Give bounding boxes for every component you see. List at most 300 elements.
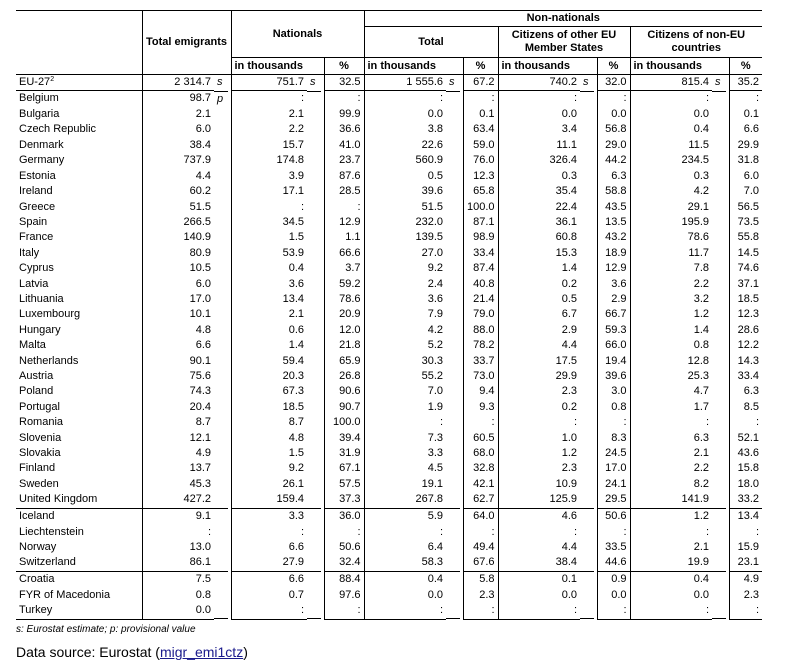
flag-cell [712,555,726,570]
nn-cell: 1 555.6 [364,74,446,90]
flag-cell [712,369,726,384]
total-cell: 45.3 [142,477,214,492]
flag-cell [580,261,594,276]
flag-cell [307,508,321,524]
nn-pct-cell: 9.4 [463,384,498,399]
table-row [16,307,762,322]
total-cell: 6.0 [142,122,214,137]
neu-pct-cell: 37.1 [729,277,762,292]
country-name: Sweden [19,477,59,490]
neu-pct-cell: : [729,525,762,540]
nat-cell: 20.3 [231,369,307,384]
flag-cell [580,384,594,399]
flag-cell [307,292,321,307]
neu-pct-cell: 55.8 [729,230,762,245]
flag-cell [712,338,726,353]
table-row [16,292,762,307]
nat-pct-cell: 37.3 [324,492,364,508]
country-name: Cyprus [19,262,54,275]
country-cell [16,540,142,555]
country-cell [16,477,142,492]
flag-cell [712,446,726,461]
country-name: Liechtenstein [19,525,84,538]
eu-cell: 326.4 [498,153,580,168]
flag-cell [307,525,321,540]
eu-pct-cell: 12.9 [597,261,630,276]
eu-pct-cell: 43.2 [597,230,630,245]
eu-pct-cell: 58.8 [597,184,630,199]
nat-cell: 0.4 [231,261,307,276]
country-cell [16,74,142,90]
nn-pct-cell: : [463,603,498,619]
nn-cell: 9.2 [364,261,446,276]
table-row [16,555,762,571]
nn-pct-cell: 5.8 [463,571,498,587]
country-cell [16,323,142,338]
flag-cell [446,571,460,587]
nn-pct-cell: : [463,415,498,430]
flag-cell [214,261,228,276]
nat-pct-cell: 36.0 [324,508,364,524]
flag-cell [214,122,228,137]
flag-cell [307,354,321,369]
flag-cell [580,122,594,137]
neu-cell: 12.8 [630,354,712,369]
nat-pct-cell: 41.0 [324,138,364,153]
flag-cell [580,555,594,570]
flag-cell [307,138,321,153]
nn-pct-cell: 12.3 [463,169,498,184]
neu-cell: 25.3 [630,369,712,384]
total-cell: 737.9 [142,153,214,168]
neu-cell: 19.9 [630,555,712,571]
nat-cell: 27.9 [231,555,307,571]
footnote-ref: 2 [50,75,55,83]
eu-pct-cell: 50.6 [597,508,630,524]
flag-cell [712,230,726,245]
nat-cell: 6.6 [231,571,307,587]
flag-cell [712,307,726,322]
neu-cell: 7.8 [630,261,712,276]
eu-pct-cell: 0.9 [597,571,630,587]
nn-cell: 560.9 [364,153,446,168]
flag-cell [446,184,460,199]
flag-cell [307,215,321,230]
country-cell [16,400,142,415]
nat-cell: 751.7 [231,74,307,90]
nat-cell: 1.5 [231,230,307,245]
neu-cell: 0.3 [630,169,712,184]
eu-cell: 4.4 [498,540,580,555]
flag-cell [712,215,726,230]
eu-pct-cell: 39.6 [597,369,630,384]
emigrants-table [16,10,762,620]
nat-cell: 34.5 [231,215,307,230]
eu-pct-cell: 56.8 [597,122,630,137]
flag-cell [712,384,726,399]
neu-pct-cell: 12.3 [729,307,762,322]
flag-cell [712,107,726,122]
flag-cell: s [583,75,589,88]
flag-cell [446,292,460,307]
total-cell: 266.5 [142,215,214,230]
flag-cell [307,555,321,570]
nn-cell: 6.4 [364,540,446,555]
neu-pct-cell: 14.3 [729,354,762,369]
total-cell: 38.4 [142,138,214,153]
flag-cell [214,153,228,168]
table-row [16,277,762,292]
nat-pct-cell: 32.4 [324,555,364,571]
flag-cell [214,354,228,369]
flag-cell [446,153,460,168]
country-name: Italy [19,246,40,259]
flag-cell [307,307,321,322]
nn-pct-cell: 42.1 [463,477,498,492]
eu-cell: 740.2 [498,74,580,90]
nn-cell: 0.5 [364,169,446,184]
flag-cell [446,477,460,492]
neu-cell: 0.4 [630,122,712,137]
neu-pct-cell: 31.8 [729,153,762,168]
total-cell: 98.7 [142,91,214,107]
table-row [16,384,762,399]
eu-cell: 0.1 [498,571,580,587]
flag-cell [712,492,726,507]
neu-cell: 1.2 [630,508,712,524]
eu-cell: 0.0 [498,588,580,603]
nn-pct-cell: 87.1 [463,215,498,230]
eu-pct-cell: 6.3 [597,169,630,184]
flag-cell [580,200,594,215]
eu-pct-cell: 18.9 [597,246,630,261]
neu-cell: 4.7 [630,384,712,399]
nat-cell: 53.9 [231,246,307,261]
subheader-neu-percent: % [729,58,762,74]
flag-cell [214,477,228,492]
flag-cell [214,400,228,415]
neu-pct-cell: : [729,415,762,430]
eu-cell: 125.9 [498,492,580,508]
table-row [16,184,762,199]
flag-cell [446,246,460,261]
flag-cell [307,153,321,168]
nat-pct-cell: 59.2 [324,277,364,292]
nn-pct-cell: 33.7 [463,354,498,369]
eu-pct-cell: 44.2 [597,153,630,168]
neu-pct-cell: 18.5 [729,292,762,307]
country-name: Turkey [19,604,53,617]
neu-cell: 0.4 [630,571,712,587]
country-name: Luxembourg [19,308,81,321]
flag-cell [580,369,594,384]
table-row [16,122,762,137]
eu-cell: 0.5 [498,292,580,307]
flag-cell [580,492,594,507]
nat-cell: 6.6 [231,540,307,555]
nat-pct-cell: 3.7 [324,261,364,276]
flag-cell [446,277,460,292]
nn-pct-cell: 62.7 [463,492,498,508]
nn-cell: 22.6 [364,138,446,153]
flag-cell [446,384,460,399]
flag-cell [307,91,321,107]
country-cell [16,446,142,461]
neu-pct-cell: 12.2 [729,338,762,353]
neu-cell: : [630,603,712,619]
total-cell: 51.5 [142,200,214,215]
country-name: Ireland [19,185,53,198]
subheader-nn-thousands: in thousands [364,58,463,74]
subheader-neu-thousands: in thousands [630,58,729,74]
nn-pct-cell: 0.1 [463,107,498,122]
nn-pct-cell: 68.0 [463,446,498,461]
header-nationals: Nationals [231,11,364,58]
flag-cell [712,525,726,540]
flag-cell [446,122,460,137]
source-suffix: ) [243,643,248,660]
neu-pct-cell: 0.1 [729,107,762,122]
country-cell [16,122,142,137]
eu-cell: 3.4 [498,122,580,137]
flag-cell [580,571,594,587]
nat-pct-cell: 88.4 [324,571,364,587]
country-name: Netherlands [19,354,79,367]
country-cell [16,215,142,230]
flag-cell [580,603,594,619]
country-name: Lithuania [19,292,64,305]
neu-cell: 2.1 [630,446,712,461]
footnote: s: Eurostat estimate; p: provisional value [16,623,196,635]
subheader-nat-thousands: in thousands [231,58,324,74]
table-row [16,138,762,153]
nn-pct-cell: 49.4 [463,540,498,555]
neu-cell: 195.9 [630,215,712,230]
subheader-eu-percent: % [597,58,630,74]
flag-cell [307,603,321,619]
neu-cell: 8.2 [630,477,712,492]
flag-cell [214,603,228,619]
nn-pct-cell: 78.2 [463,338,498,353]
flag-cell [712,603,726,619]
nn-cell: 4.2 [364,323,446,338]
header-non-nationals: Non-nationals [364,11,762,27]
neu-cell: 0.8 [630,338,712,353]
nat-pct-cell: 87.6 [324,169,364,184]
flag-cell [214,200,228,215]
flag-cell [712,588,726,603]
flag-cell: s [310,75,316,88]
flag-cell [712,354,726,369]
flag-cell [446,107,460,122]
nn-cell: 4.5 [364,461,446,476]
country-cell [16,603,142,619]
eu-pct-cell: 44.6 [597,555,630,571]
country-name: EU-27 [19,75,51,88]
eu-pct-cell: 59.3 [597,323,630,338]
neu-cell: 11.7 [630,246,712,261]
flag-cell [214,246,228,261]
neu-pct-cell: 52.1 [729,431,762,446]
nat-pct-cell: 39.4 [324,431,364,446]
table-row [16,200,762,215]
nat-pct-cell: 20.9 [324,307,364,322]
eu-cell: 2.3 [498,384,580,399]
nn-pct-cell: 87.4 [463,261,498,276]
nat-cell: 1.5 [231,446,307,461]
table-row [16,603,762,619]
country-cell [16,107,142,122]
eu-pct-cell: 43.5 [597,200,630,215]
flag-cell [214,107,228,122]
country-cell [16,91,142,107]
eu-cell: : [498,525,580,540]
total-cell: 12.1 [142,431,214,446]
flag-cell [446,400,460,415]
nn-cell: 7.9 [364,307,446,322]
table-row [16,508,762,524]
country-cell [16,415,142,430]
neu-pct-cell: 2.3 [729,588,762,603]
flag-cell [307,323,321,338]
flag-cell: s [217,75,223,88]
country-cell [16,138,142,153]
table-row [16,477,762,492]
neu-cell: 3.2 [630,292,712,307]
nn-pct-cell: 88.0 [463,323,498,338]
country-cell [16,338,142,353]
nat-cell: 26.1 [231,477,307,492]
eu-cell: 10.9 [498,477,580,492]
total-cell: 7.5 [142,571,214,587]
flag-cell [446,91,460,107]
flag-cell [580,184,594,199]
flag-cell [307,184,321,199]
total-cell: 10.1 [142,307,214,322]
eu-cell: 6.7 [498,307,580,322]
flag-cell [712,184,726,199]
nn-cell: 3.8 [364,122,446,137]
nat-pct-cell: 78.6 [324,292,364,307]
total-cell: 75.6 [142,369,214,384]
flag-cell [307,277,321,292]
country-name: Slovenia [19,431,62,444]
total-cell: 6.0 [142,277,214,292]
flag-cell [446,215,460,230]
country-name: Poland [19,385,54,398]
country-cell [16,261,142,276]
nat-cell: 0.6 [231,323,307,338]
total-cell: 4.4 [142,169,214,184]
nat-cell: 67.3 [231,384,307,399]
eu-cell: 0.3 [498,169,580,184]
nat-cell: 174.8 [231,153,307,168]
neu-cell: 234.5 [630,153,712,168]
eu-pct-cell: 3.6 [597,277,630,292]
nat-cell: : [231,603,307,619]
flag-cell [580,525,594,540]
total-cell: 427.2 [142,492,214,508]
flag-cell [214,525,228,540]
country-cell [16,307,142,322]
flag-cell [446,540,460,555]
flag-cell [580,215,594,230]
flag-cell [580,461,594,476]
flag-cell [307,431,321,446]
flag-cell [307,540,321,555]
flag-cell: s [449,75,455,88]
total-cell: 10.5 [142,261,214,276]
country-name: Norway [19,540,57,553]
nn-cell: 7.0 [364,384,446,399]
total-cell: 74.3 [142,384,214,399]
table-row [16,446,762,461]
table-row [16,525,762,540]
table-row [16,91,762,107]
nn-pct-cell: 40.8 [463,277,498,292]
flag-cell [712,477,726,492]
total-cell: 9.1 [142,508,214,524]
flag-cell [307,107,321,122]
flag-cell [446,169,460,184]
nat-pct-cell: 100.0 [324,415,364,430]
neu-pct-cell: : [729,91,762,107]
neu-cell: 2.1 [630,540,712,555]
subheader-nn-percent: % [463,58,498,74]
eu-cell: 35.4 [498,184,580,199]
flag-cell [580,230,594,245]
flag-cell [214,184,228,199]
flag-cell [307,169,321,184]
neu-pct-cell: 28.6 [729,323,762,338]
nn-cell: 2.4 [364,277,446,292]
flag-cell [580,446,594,461]
table-body [16,74,762,619]
neu-pct-cell: 43.6 [729,446,762,461]
eu-pct-cell: 0.0 [597,107,630,122]
flag-cell [307,200,321,215]
neu-pct-cell: 73.5 [729,215,762,230]
flag-cell [214,415,228,430]
nat-pct-cell: : [324,91,364,107]
country-name: Hungary [19,323,61,336]
source-link[interactable]: migr_emi1ctz [159,643,244,660]
nn-cell: 55.2 [364,369,446,384]
nn-pct-cell: 73.0 [463,369,498,384]
eu-pct-cell: 24.5 [597,446,630,461]
nat-pct-cell: 31.9 [324,446,364,461]
nat-pct-cell: : [324,200,364,215]
country-cell [16,153,142,168]
eu-cell: 0.2 [498,277,580,292]
header-country [16,11,142,75]
nat-pct-cell: 26.8 [324,369,364,384]
nat-pct-cell: 90.7 [324,400,364,415]
eu-cell: 22.4 [498,200,580,215]
country-cell [16,508,142,524]
neu-pct-cell: 8.5 [729,400,762,415]
table-row [16,107,762,122]
country-name: Czech Republic [19,123,97,136]
country-name: Portugal [19,400,60,413]
country-name: Switzerland [19,556,76,569]
total-cell: 80.9 [142,246,214,261]
nat-cell: 8.7 [231,415,307,430]
table-row [16,369,762,384]
eu-pct-cell: 8.3 [597,431,630,446]
neu-cell: 0.0 [630,107,712,122]
flag-cell [214,555,228,570]
